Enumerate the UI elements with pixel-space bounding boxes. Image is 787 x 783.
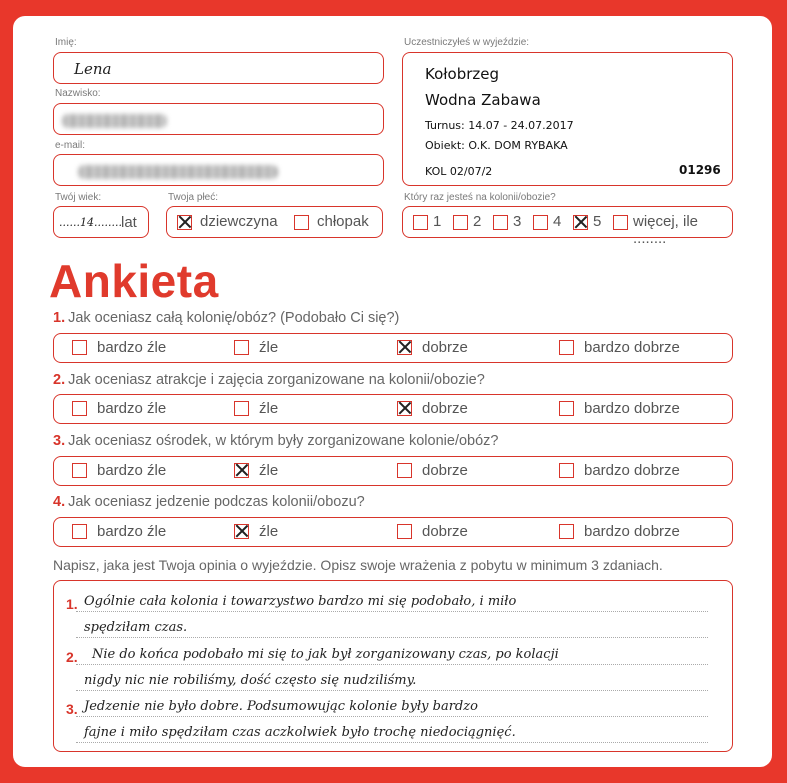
opinion-line-4: nigdy nic nie robiliśmy, dość często się nudziliśmy.	[84, 673, 417, 688]
ruled-line	[76, 690, 708, 691]
question-2-text: Jak oceniasz atrakcje i zajęcia zorganizowane na kolonii/obozie?	[68, 372, 485, 388]
email-field[interactable]	[53, 154, 384, 186]
times-2-label: 2	[473, 213, 482, 230]
times-5-checkbox[interactable]	[573, 215, 588, 230]
surname-label: Nazwisko:	[55, 88, 101, 99]
q3-very-bad-label: bardzo źle	[97, 462, 167, 479]
email-redacted	[78, 165, 278, 179]
question-4	[53, 494, 365, 510]
trip-number: 01296	[679, 163, 721, 177]
ruled-line	[76, 664, 708, 665]
q2-very-good-checkbox[interactable]	[559, 401, 574, 416]
question-4-text: Jak oceniasz jedzenie podczas kolonii/obozu?	[68, 494, 365, 510]
opinion-line-6: fajne i miło spędziłam czas aczkolwiek było trochę niedociągnięć.	[84, 725, 516, 740]
gender-label: Twoja płeć:	[168, 192, 219, 203]
q1-very-bad-checkbox[interactable]	[72, 340, 87, 355]
times-5-label: 5	[593, 213, 602, 230]
trip-program: Wodna Zabawa	[425, 91, 541, 109]
opinion-line-2: spędziłam czas.	[84, 620, 188, 635]
question-1	[53, 310, 399, 326]
trip-turnus: Turnus: 14.07 - 24.07.2017	[425, 119, 574, 132]
q1-very-good-checkbox[interactable]	[559, 340, 574, 355]
times-4-label: 4	[553, 213, 562, 230]
surname-field[interactable]	[53, 103, 384, 135]
q1-very-bad-label: bardzo źle	[97, 339, 167, 356]
q3-good-checkbox[interactable]	[397, 463, 412, 478]
question-2	[53, 372, 485, 388]
times-1-label: 1	[433, 213, 442, 230]
times-3-checkbox[interactable]	[493, 215, 508, 230]
q4-very-good-label: bardzo dobrze	[584, 523, 680, 540]
surname-redacted	[62, 114, 167, 128]
gender-girl-label: dziewczyna	[200, 213, 278, 230]
question-2-number: 2.	[53, 372, 66, 388]
q2-good-label: dobrze	[422, 400, 468, 417]
opinion-line-number-3: 3.	[66, 701, 78, 717]
trip-box	[402, 52, 733, 186]
email-label: e-mail:	[55, 140, 86, 151]
ruled-line	[76, 611, 708, 612]
times-4-checkbox[interactable]	[533, 215, 548, 230]
opinion-prompt: Napisz, jaka jest Twoja opinia o wyjeździe. Opisz swoje wrażenia z pobytu w minimum 3 zdaniach.	[53, 557, 663, 573]
ruled-line	[76, 742, 708, 743]
trip-city: Kołobrzeg	[425, 65, 500, 83]
trip-object: Obiekt: O.K. DOM RYBAKA	[425, 139, 568, 152]
q1-very-good-label: bardzo dobrze	[584, 339, 680, 356]
name-value: Lena	[74, 60, 112, 78]
age-unit: lat	[121, 214, 137, 231]
q4-very-good-checkbox[interactable]	[559, 524, 574, 539]
question-2-answers	[53, 394, 733, 424]
times-more-checkbox[interactable]	[613, 215, 628, 230]
opinion-line-number-2: 2.	[66, 649, 78, 665]
q2-bad-checkbox[interactable]	[234, 401, 249, 416]
question-1-answers	[53, 333, 733, 363]
trip-code: KOL 02/07/2	[425, 165, 493, 178]
gender-girl-checkbox[interactable]	[177, 215, 192, 230]
q3-bad-checkbox[interactable]	[234, 463, 249, 478]
opinion-line-number-1: 1.	[66, 596, 78, 612]
question-1-number: 1.	[53, 310, 66, 326]
q4-good-label: dobrze	[422, 523, 468, 540]
q1-good-label: dobrze	[422, 339, 468, 356]
survey-title: Ankieta	[49, 255, 219, 307]
question-3-number: 3.	[53, 433, 66, 449]
question-1-text: Jak oceniasz całą kolonię/obóz? (Podobało Ci się?)	[68, 310, 400, 326]
opinion-line-5: Jedzenie nie było dobre. Podsumowując kolonie były bardzo	[84, 699, 478, 714]
age-value: ......14........	[59, 216, 122, 229]
q4-bad-label: źle	[259, 523, 279, 540]
q2-bad-label: źle	[259, 400, 279, 417]
q3-good-label: dobrze	[422, 462, 468, 479]
gender-boy-label: chłopak	[317, 213, 369, 230]
trip-label: Uczestniczyłeś w wyjeździe:	[404, 37, 530, 48]
age-label: Twój wiek:	[55, 192, 102, 203]
times-label: Który raz jesteś na kolonii/obozie?	[404, 192, 556, 203]
gender-field	[166, 206, 383, 238]
question-4-number: 4.	[53, 494, 66, 510]
q2-good-checkbox[interactable]	[397, 401, 412, 416]
question-4-answers	[53, 517, 733, 547]
question-3	[53, 433, 498, 449]
q4-very-bad-checkbox[interactable]	[72, 524, 87, 539]
question-3-text: Jak oceniasz ośrodek, w którym były zorganizowane kolonie/obóz?	[68, 433, 499, 449]
q2-very-bad-checkbox[interactable]	[72, 401, 87, 416]
q4-good-checkbox[interactable]	[397, 524, 412, 539]
age-field[interactable]	[53, 206, 149, 238]
times-field	[402, 206, 733, 247]
q2-very-good-label: bardzo dobrze	[584, 400, 680, 417]
ruled-line	[76, 716, 708, 717]
q3-very-bad-checkbox[interactable]	[72, 463, 87, 478]
q4-bad-checkbox[interactable]	[234, 524, 249, 539]
times-more-label: więcej, ile ........	[633, 213, 699, 247]
q3-very-good-checkbox[interactable]	[559, 463, 574, 478]
q1-bad-checkbox[interactable]	[234, 340, 249, 355]
q3-very-good-label: bardzo dobrze	[584, 462, 680, 479]
times-3-label: 3	[513, 213, 522, 230]
gender-boy-checkbox[interactable]	[294, 215, 309, 230]
name-field[interactable]	[53, 52, 384, 84]
opinion-line-1: Ogólnie cała kolonia i towarzystwo bardzo mi się podobało, i miło	[84, 594, 517, 609]
q4-very-bad-label: bardzo źle	[97, 523, 167, 540]
q2-very-bad-label: bardzo źle	[97, 400, 167, 417]
q1-good-checkbox[interactable]	[397, 340, 412, 355]
times-1-checkbox[interactable]	[413, 215, 428, 230]
q3-bad-label: źle	[259, 462, 279, 479]
question-3-answers	[53, 456, 733, 486]
ruled-line	[76, 637, 708, 638]
q1-bad-label: źle	[259, 339, 279, 356]
opinion-line-3: Nie do końca podobało mi się to jak był zorganizowany czas, po kolacji	[92, 647, 559, 662]
name-label: Imię:	[55, 37, 77, 48]
times-2-checkbox[interactable]	[453, 215, 468, 230]
